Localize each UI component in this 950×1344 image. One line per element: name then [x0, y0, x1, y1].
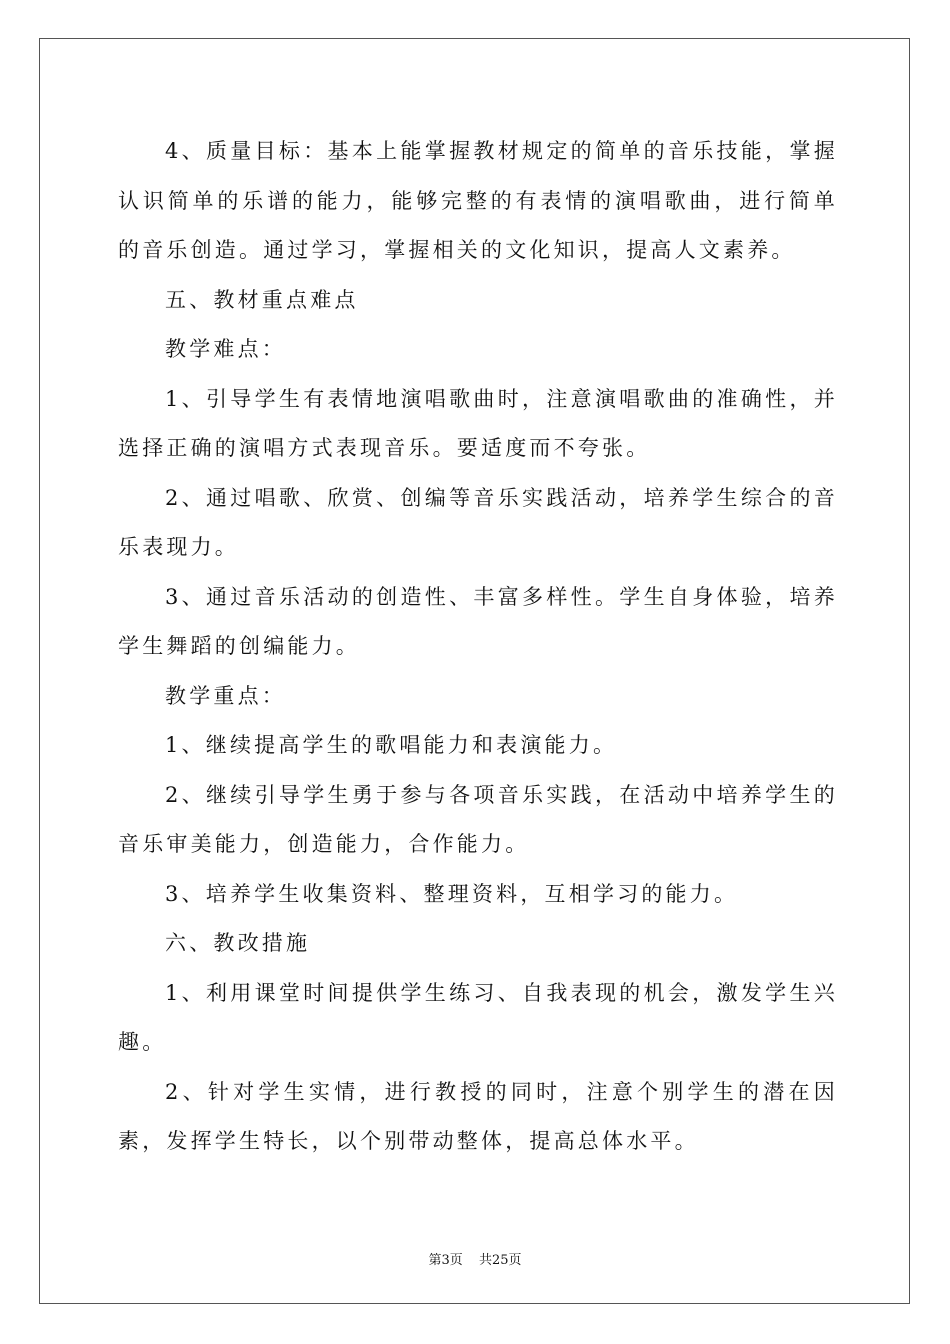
paragraph-difficulty-1: 1、引导学生有表情地演唱歌曲时，注意演唱歌曲的准确性，并选择正确的演唱方式表现音乐。要适度而不夸张。 [118, 386, 838, 460]
paragraph-difficulty-3: 3、通过音乐活动的创造性、丰富多样性。学生自身体验，培养学生舞蹈的创编能力。 [118, 584, 838, 658]
section-heading-reform-measures: 六、教改措施 [165, 931, 311, 955]
subheading-teaching-key-points: 教学重点： [165, 683, 286, 708]
paragraph-key-point-3: 3、培养学生收集资料、整理资料，互相学习的能力。 [165, 881, 739, 906]
section-heading-key-difficult-points: 五、教材重点难点 [165, 287, 359, 312]
subheading-teaching-difficulties: 教学难点： [165, 337, 286, 361]
paragraph-quality-goal: 4、质量目标：基本上能掌握教材规定的简单的音乐技能，掌握认识简单的乐谱的能力，能够完整的有表情的演唱歌曲，进行简单的音乐创造。通过学习，掌握相关的文化知识，提高人文素养。 [118, 139, 838, 262]
page-footer [0, 1249, 950, 1268]
document-body [118, 127, 838, 1167]
paragraph-measure-1: 1、利用课堂时间提供学生练习、自我表现的机会，激发学生兴趣。 [118, 980, 838, 1054]
paragraph-key-point-1: 1、继续提高学生的歌唱能力和表演能力。 [165, 733, 618, 757]
paragraph-key-point-2: 2、继续引导学生勇于参与各项音乐实践，在活动中培养学生的音乐审美能力，创造能力，合作能力。 [118, 782, 838, 856]
paragraph-measure-2: 2、针对学生实情，进行教授的同时，注意个别学生的潜在因素，发挥学生特长，以个别带动整体，提高总体水平。 [118, 1079, 838, 1153]
paragraph-difficulty-2: 2、通过唱歌、欣赏、创编等音乐实践活动，培养学生综合的音乐表现力。 [118, 485, 838, 559]
page-number: 第3页 [428, 1253, 463, 1268]
page-total: 共25页 [478, 1253, 522, 1268]
